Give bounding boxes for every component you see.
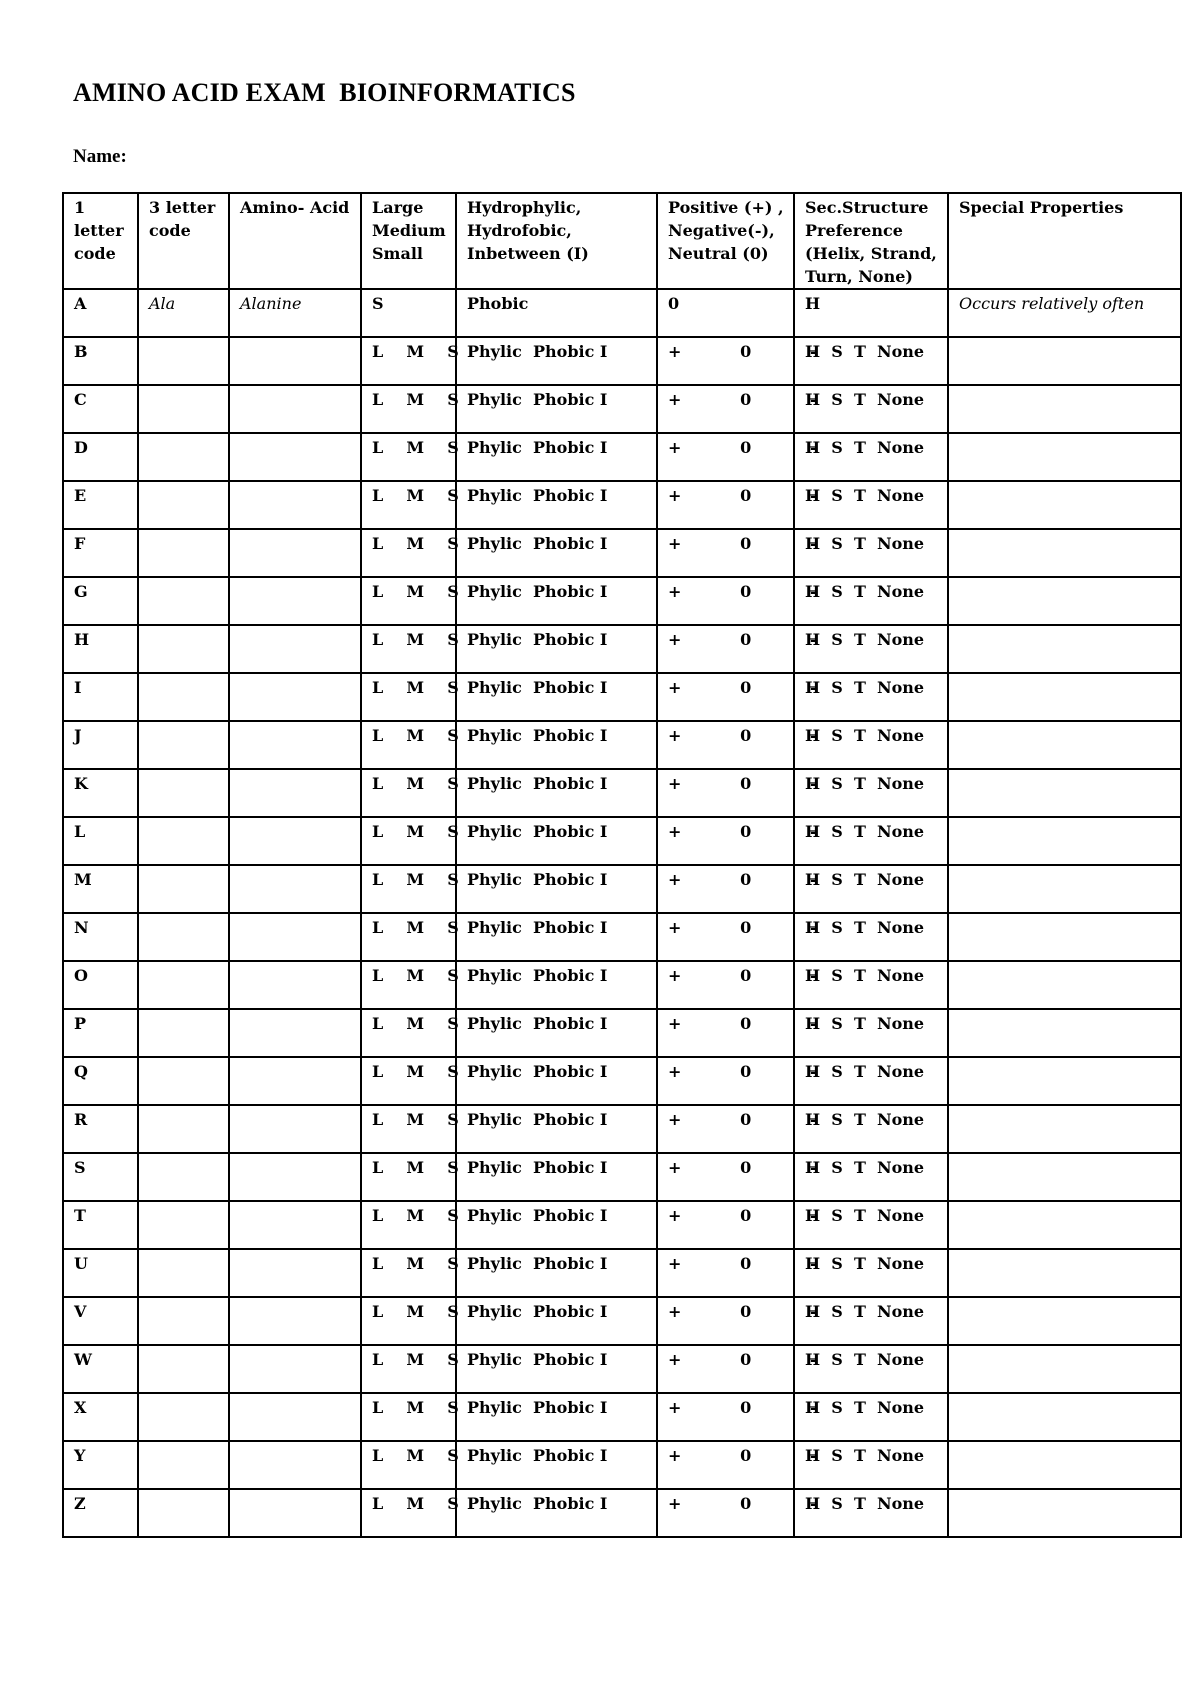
table-row: [63, 1009, 1181, 1057]
table-row: [63, 913, 1181, 961]
hydro-options-cell[interactable]: Phylic Phobic I: [456, 385, 657, 433]
three-letter-input-cell[interactable]: [138, 913, 229, 961]
structure-options-cell[interactable]: H S T None: [794, 961, 948, 1009]
three-letter-input-cell[interactable]: [138, 1009, 229, 1057]
size-options-cell[interactable]: L M S: [361, 673, 456, 721]
special-properties-input-cell[interactable]: [948, 1249, 1181, 1297]
one-letter-cell: E: [63, 481, 138, 529]
table-row: [63, 1249, 1181, 1297]
one-letter-cell: O: [63, 961, 138, 1009]
structure-options-cell[interactable]: H S T None: [794, 625, 948, 673]
size-options-cell[interactable]: L M S: [361, 1345, 456, 1393]
charge-cell: 0: [657, 289, 794, 337]
hydro-options-cell[interactable]: Phylic Phobic I: [456, 1057, 657, 1105]
three-letter-cell: Ala: [138, 289, 229, 337]
charge-options-cell[interactable]: + 0 -: [657, 529, 794, 577]
size-options-cell[interactable]: L M S: [361, 769, 456, 817]
header-cell: Hydrophylic, Hydrofobic, Inbetween (I): [456, 193, 657, 289]
special-properties-input-cell[interactable]: [948, 625, 1181, 673]
charge-options-cell[interactable]: + 0 -: [657, 1249, 794, 1297]
three-letter-input-cell[interactable]: [138, 1201, 229, 1249]
three-letter-input-cell[interactable]: [138, 721, 229, 769]
table-row: [63, 1345, 1181, 1393]
hydro-options-cell[interactable]: Phylic Phobic I: [456, 865, 657, 913]
special-properties-input-cell[interactable]: [948, 817, 1181, 865]
hydro-options-cell[interactable]: Phylic Phobic I: [456, 1201, 657, 1249]
amino-acid-input-cell[interactable]: [229, 721, 361, 769]
table-row: [63, 1489, 1181, 1537]
hydro-options-cell[interactable]: Phylic Phobic I: [456, 1009, 657, 1057]
table-row: [63, 529, 1181, 577]
structure-options-cell[interactable]: H S T None: [794, 817, 948, 865]
header-cell: Sec.Structure Preference (Helix, Strand, Turn, None): [794, 193, 948, 289]
size-options-cell[interactable]: L M S: [361, 913, 456, 961]
structure-options-cell[interactable]: H S T None: [794, 1201, 948, 1249]
charge-options-cell[interactable]: + 0 -: [657, 1489, 794, 1537]
size-options-cell[interactable]: L M S: [361, 1393, 456, 1441]
structure-options-cell[interactable]: H S T None: [794, 433, 948, 481]
one-letter-cell: Y: [63, 1441, 138, 1489]
charge-options-cell[interactable]: + 0 -: [657, 1393, 794, 1441]
special-properties-input-cell[interactable]: [948, 961, 1181, 1009]
amino-acid-input-cell[interactable]: [229, 529, 361, 577]
amino-acid-input-cell[interactable]: [229, 1057, 361, 1105]
special-properties-input-cell[interactable]: [948, 1153, 1181, 1201]
special-properties-input-cell[interactable]: [948, 1345, 1181, 1393]
three-letter-input-cell[interactable]: [138, 529, 229, 577]
amino-acid-input-cell[interactable]: [229, 1153, 361, 1201]
three-letter-input-cell[interactable]: [138, 1489, 229, 1537]
table-row: [63, 961, 1181, 1009]
amino-acid-input-cell[interactable]: [229, 1489, 361, 1537]
charge-options-cell[interactable]: + 0 -: [657, 433, 794, 481]
one-letter-cell: T: [63, 1201, 138, 1249]
charge-options-cell[interactable]: + 0 -: [657, 865, 794, 913]
special-properties-input-cell[interactable]: [948, 1297, 1181, 1345]
hydro-options-cell[interactable]: Phylic Phobic I: [456, 817, 657, 865]
amino-acid-input-cell[interactable]: [229, 1201, 361, 1249]
one-letter-cell: M: [63, 865, 138, 913]
amino-acid-input-cell[interactable]: [229, 1345, 361, 1393]
size-options-cell[interactable]: L M S: [361, 1297, 456, 1345]
structure-options-cell[interactable]: H S T None: [794, 1441, 948, 1489]
one-letter-cell: B: [63, 337, 138, 385]
hydro-options-cell[interactable]: Phylic Phobic I: [456, 529, 657, 577]
charge-options-cell[interactable]: + 0 -: [657, 913, 794, 961]
three-letter-input-cell[interactable]: [138, 577, 229, 625]
hydro-options-cell[interactable]: Phylic Phobic I: [456, 1393, 657, 1441]
amino-acid-input-cell[interactable]: [229, 1105, 361, 1153]
header-cell: Positive (+) , Negative(-), Neutral (0): [657, 193, 794, 289]
one-letter-cell: U: [63, 1249, 138, 1297]
hydro-options-cell[interactable]: Phylic Phobic I: [456, 769, 657, 817]
hydro-options-cell[interactable]: Phylic Phobic I: [456, 1249, 657, 1297]
example-row: [63, 289, 1181, 337]
charge-options-cell[interactable]: + 0 -: [657, 1105, 794, 1153]
hydro-options-cell[interactable]: Phylic Phobic I: [456, 337, 657, 385]
special-properties-input-cell[interactable]: [948, 1057, 1181, 1105]
table-row: [63, 817, 1181, 865]
size-options-cell[interactable]: L M S: [361, 1441, 456, 1489]
three-letter-input-cell[interactable]: [138, 385, 229, 433]
structure-options-cell[interactable]: H S T None: [794, 865, 948, 913]
three-letter-input-cell[interactable]: [138, 1345, 229, 1393]
hydro-options-cell[interactable]: Phylic Phobic I: [456, 577, 657, 625]
amino-acid-table: [62, 192, 1182, 1538]
size-options-cell[interactable]: L M S: [361, 577, 456, 625]
structure-options-cell[interactable]: H S T None: [794, 1105, 948, 1153]
amino-acid-cell: Alanine: [229, 289, 361, 337]
amino-acid-input-cell[interactable]: [229, 817, 361, 865]
amino-acid-input-cell[interactable]: [229, 769, 361, 817]
charge-options-cell[interactable]: + 0 -: [657, 385, 794, 433]
header-row: [63, 193, 1181, 289]
special-properties-input-cell[interactable]: [948, 865, 1181, 913]
table-row: [63, 1393, 1181, 1441]
amino-acid-input-cell[interactable]: [229, 673, 361, 721]
amino-acid-input-cell[interactable]: [229, 625, 361, 673]
special-properties-input-cell[interactable]: [948, 529, 1181, 577]
charge-options-cell[interactable]: + 0 -: [657, 337, 794, 385]
amino-acid-input-cell[interactable]: [229, 1393, 361, 1441]
structure-options-cell[interactable]: H S T None: [794, 721, 948, 769]
special-properties-input-cell[interactable]: [948, 913, 1181, 961]
structure-options-cell[interactable]: H S T None: [794, 1009, 948, 1057]
size-options-cell[interactable]: L M S: [361, 433, 456, 481]
structure-options-cell[interactable]: H S T None: [794, 577, 948, 625]
table-row: [63, 1201, 1181, 1249]
size-options-cell[interactable]: L M S: [361, 865, 456, 913]
charge-options-cell[interactable]: + 0 -: [657, 625, 794, 673]
header-cell: 1 letter code: [63, 193, 138, 289]
hydro-options-cell[interactable]: Phylic Phobic I: [456, 1441, 657, 1489]
structure-options-cell[interactable]: H S T None: [794, 1057, 948, 1105]
charge-options-cell[interactable]: + 0 -: [657, 817, 794, 865]
size-options-cell[interactable]: L M S: [361, 1009, 456, 1057]
three-letter-input-cell[interactable]: [138, 433, 229, 481]
three-letter-input-cell[interactable]: [138, 1057, 229, 1105]
amino-acid-input-cell[interactable]: [229, 1009, 361, 1057]
one-letter-cell: H: [63, 625, 138, 673]
three-letter-input-cell[interactable]: [138, 481, 229, 529]
three-letter-input-cell[interactable]: [138, 337, 229, 385]
charge-options-cell[interactable]: + 0 -: [657, 961, 794, 1009]
one-letter-cell: X: [63, 1393, 138, 1441]
size-options-cell[interactable]: L M S: [361, 961, 456, 1009]
hydro-cell: Phobic: [456, 289, 657, 337]
amino-acid-input-cell[interactable]: [229, 337, 361, 385]
amino-acid-input-cell[interactable]: [229, 1249, 361, 1297]
size-options-cell[interactable]: L M S: [361, 817, 456, 865]
three-letter-input-cell[interactable]: [138, 1393, 229, 1441]
three-letter-input-cell[interactable]: [138, 1249, 229, 1297]
structure-options-cell[interactable]: H S T None: [794, 1249, 948, 1297]
charge-options-cell[interactable]: + 0 -: [657, 1441, 794, 1489]
table-row: [63, 1105, 1181, 1153]
size-options-cell[interactable]: L M S: [361, 1249, 456, 1297]
table-row: [63, 481, 1181, 529]
structure-options-cell[interactable]: H S T None: [794, 481, 948, 529]
special-properties-input-cell[interactable]: [948, 1393, 1181, 1441]
three-letter-input-cell[interactable]: [138, 1105, 229, 1153]
amino-acid-input-cell[interactable]: [229, 1297, 361, 1345]
structure-options-cell[interactable]: H S T None: [794, 1153, 948, 1201]
one-letter-cell: J: [63, 721, 138, 769]
charge-options-cell[interactable]: + 0 -: [657, 1297, 794, 1345]
structure-options-cell[interactable]: H S T None: [794, 1489, 948, 1537]
special-properties-input-cell[interactable]: [948, 1441, 1181, 1489]
one-letter-cell: W: [63, 1345, 138, 1393]
one-letter-cell: I: [63, 673, 138, 721]
table-row: [63, 769, 1181, 817]
table-row: [63, 385, 1181, 433]
hydro-options-cell[interactable]: Phylic Phobic I: [456, 1345, 657, 1393]
table-row: [63, 625, 1181, 673]
size-options-cell[interactable]: L M S: [361, 385, 456, 433]
amino-acid-input-cell[interactable]: [229, 1441, 361, 1489]
special-properties-input-cell[interactable]: [948, 385, 1181, 433]
structure-options-cell[interactable]: H S T None: [794, 769, 948, 817]
header-cell: Special Properties: [948, 193, 1181, 289]
size-options-cell[interactable]: L M S: [361, 481, 456, 529]
three-letter-input-cell[interactable]: [138, 769, 229, 817]
size-options-cell[interactable]: L M S: [361, 529, 456, 577]
one-letter-cell: S: [63, 1153, 138, 1201]
hydro-options-cell[interactable]: Phylic Phobic I: [456, 673, 657, 721]
table-row: [63, 1297, 1181, 1345]
three-letter-input-cell[interactable]: [138, 1297, 229, 1345]
hydro-options-cell[interactable]: Phylic Phobic I: [456, 481, 657, 529]
three-letter-input-cell[interactable]: [138, 1153, 229, 1201]
one-letter-cell: Z: [63, 1489, 138, 1537]
structure-cell: H: [794, 289, 948, 337]
one-letter-cell: C: [63, 385, 138, 433]
size-options-cell[interactable]: L M S: [361, 1153, 456, 1201]
table-row: [63, 577, 1181, 625]
structure-options-cell[interactable]: H S T None: [794, 1345, 948, 1393]
one-letter-cell: F: [63, 529, 138, 577]
special-properties-input-cell[interactable]: [948, 433, 1181, 481]
one-letter-cell: A: [63, 289, 138, 337]
size-options-cell[interactable]: L M S: [361, 337, 456, 385]
structure-options-cell[interactable]: H S T None: [794, 529, 948, 577]
hydro-options-cell[interactable]: Phylic Phobic I: [456, 961, 657, 1009]
charge-options-cell[interactable]: + 0 -: [657, 1009, 794, 1057]
charge-options-cell[interactable]: + 0 -: [657, 1345, 794, 1393]
three-letter-input-cell[interactable]: [138, 1441, 229, 1489]
three-letter-input-cell[interactable]: [138, 817, 229, 865]
header-cell: Amino- Acid: [229, 193, 361, 289]
hydro-options-cell[interactable]: Phylic Phobic I: [456, 1297, 657, 1345]
size-options-cell[interactable]: L M S: [361, 1489, 456, 1537]
amino-acid-input-cell[interactable]: [229, 433, 361, 481]
size-options-cell[interactable]: L M S: [361, 1057, 456, 1105]
charge-options-cell[interactable]: + 0 -: [657, 577, 794, 625]
special-properties-input-cell[interactable]: [948, 1201, 1181, 1249]
one-letter-cell: G: [63, 577, 138, 625]
amino-acid-input-cell[interactable]: [229, 481, 361, 529]
structure-options-cell[interactable]: H S T None: [794, 913, 948, 961]
special-properties-input-cell[interactable]: [948, 1105, 1181, 1153]
charge-options-cell[interactable]: + 0 -: [657, 673, 794, 721]
special-properties-input-cell[interactable]: [948, 337, 1181, 385]
size-options-cell[interactable]: L M S: [361, 1201, 456, 1249]
one-letter-cell: R: [63, 1105, 138, 1153]
hydro-options-cell[interactable]: Phylic Phobic I: [456, 913, 657, 961]
amino-acid-input-cell[interactable]: [229, 385, 361, 433]
special-properties-input-cell[interactable]: [948, 577, 1181, 625]
charge-options-cell[interactable]: + 0 -: [657, 721, 794, 769]
size-options-cell[interactable]: L M S: [361, 1105, 456, 1153]
name-label: Name:: [73, 146, 127, 167]
hydro-options-cell[interactable]: Phylic Phobic I: [456, 433, 657, 481]
amino-acid-input-cell[interactable]: [229, 913, 361, 961]
amino-acid-input-cell[interactable]: [229, 865, 361, 913]
three-letter-input-cell[interactable]: [138, 865, 229, 913]
one-letter-cell: K: [63, 769, 138, 817]
page-title: AMINO ACID EXAM BIOINFORMATICS: [73, 78, 576, 107]
charge-options-cell[interactable]: + 0 -: [657, 769, 794, 817]
hydro-options-cell[interactable]: Phylic Phobic I: [456, 625, 657, 673]
table-row: [63, 337, 1181, 385]
special-properties-input-cell[interactable]: [948, 673, 1181, 721]
header-cell: 3 letter code: [138, 193, 229, 289]
three-letter-input-cell[interactable]: [138, 961, 229, 1009]
special-properties-input-cell[interactable]: [948, 1009, 1181, 1057]
structure-options-cell[interactable]: H S T None: [794, 337, 948, 385]
table-row: [63, 1153, 1181, 1201]
three-letter-input-cell[interactable]: [138, 673, 229, 721]
table-row: [63, 721, 1181, 769]
one-letter-cell: D: [63, 433, 138, 481]
special-cell: Occurs relatively often: [948, 289, 1181, 337]
charge-options-cell[interactable]: + 0 -: [657, 1201, 794, 1249]
one-letter-cell: N: [63, 913, 138, 961]
special-properties-input-cell[interactable]: [948, 1489, 1181, 1537]
structure-options-cell[interactable]: H S T None: [794, 1393, 948, 1441]
hydro-options-cell[interactable]: Phylic Phobic I: [456, 1489, 657, 1537]
size-cell: S: [361, 289, 456, 337]
one-letter-cell: L: [63, 817, 138, 865]
header-cell: Large Medium Small: [361, 193, 456, 289]
size-options-cell[interactable]: L M S: [361, 625, 456, 673]
structure-options-cell[interactable]: H S T None: [794, 673, 948, 721]
structure-options-cell[interactable]: H S T None: [794, 1297, 948, 1345]
hydro-options-cell[interactable]: Phylic Phobic I: [456, 721, 657, 769]
amino-acid-input-cell[interactable]: [229, 961, 361, 1009]
table-row: [63, 865, 1181, 913]
table-row: [63, 1441, 1181, 1489]
charge-options-cell[interactable]: + 0 -: [657, 1153, 794, 1201]
special-properties-input-cell[interactable]: [948, 481, 1181, 529]
special-properties-input-cell[interactable]: [948, 721, 1181, 769]
table-row: [63, 433, 1181, 481]
charge-options-cell[interactable]: + 0 -: [657, 1057, 794, 1105]
one-letter-cell: V: [63, 1297, 138, 1345]
size-options-cell[interactable]: L M S: [361, 721, 456, 769]
one-letter-cell: P: [63, 1009, 138, 1057]
hydro-options-cell[interactable]: Phylic Phobic I: [456, 1105, 657, 1153]
table-row: [63, 673, 1181, 721]
structure-options-cell[interactable]: H S T None: [794, 385, 948, 433]
hydro-options-cell[interactable]: Phylic Phobic I: [456, 1153, 657, 1201]
table-row: [63, 1057, 1181, 1105]
amino-acid-input-cell[interactable]: [229, 577, 361, 625]
one-letter-cell: Q: [63, 1057, 138, 1105]
charge-options-cell[interactable]: + 0 -: [657, 481, 794, 529]
three-letter-input-cell[interactable]: [138, 625, 229, 673]
special-properties-input-cell[interactable]: [948, 769, 1181, 817]
